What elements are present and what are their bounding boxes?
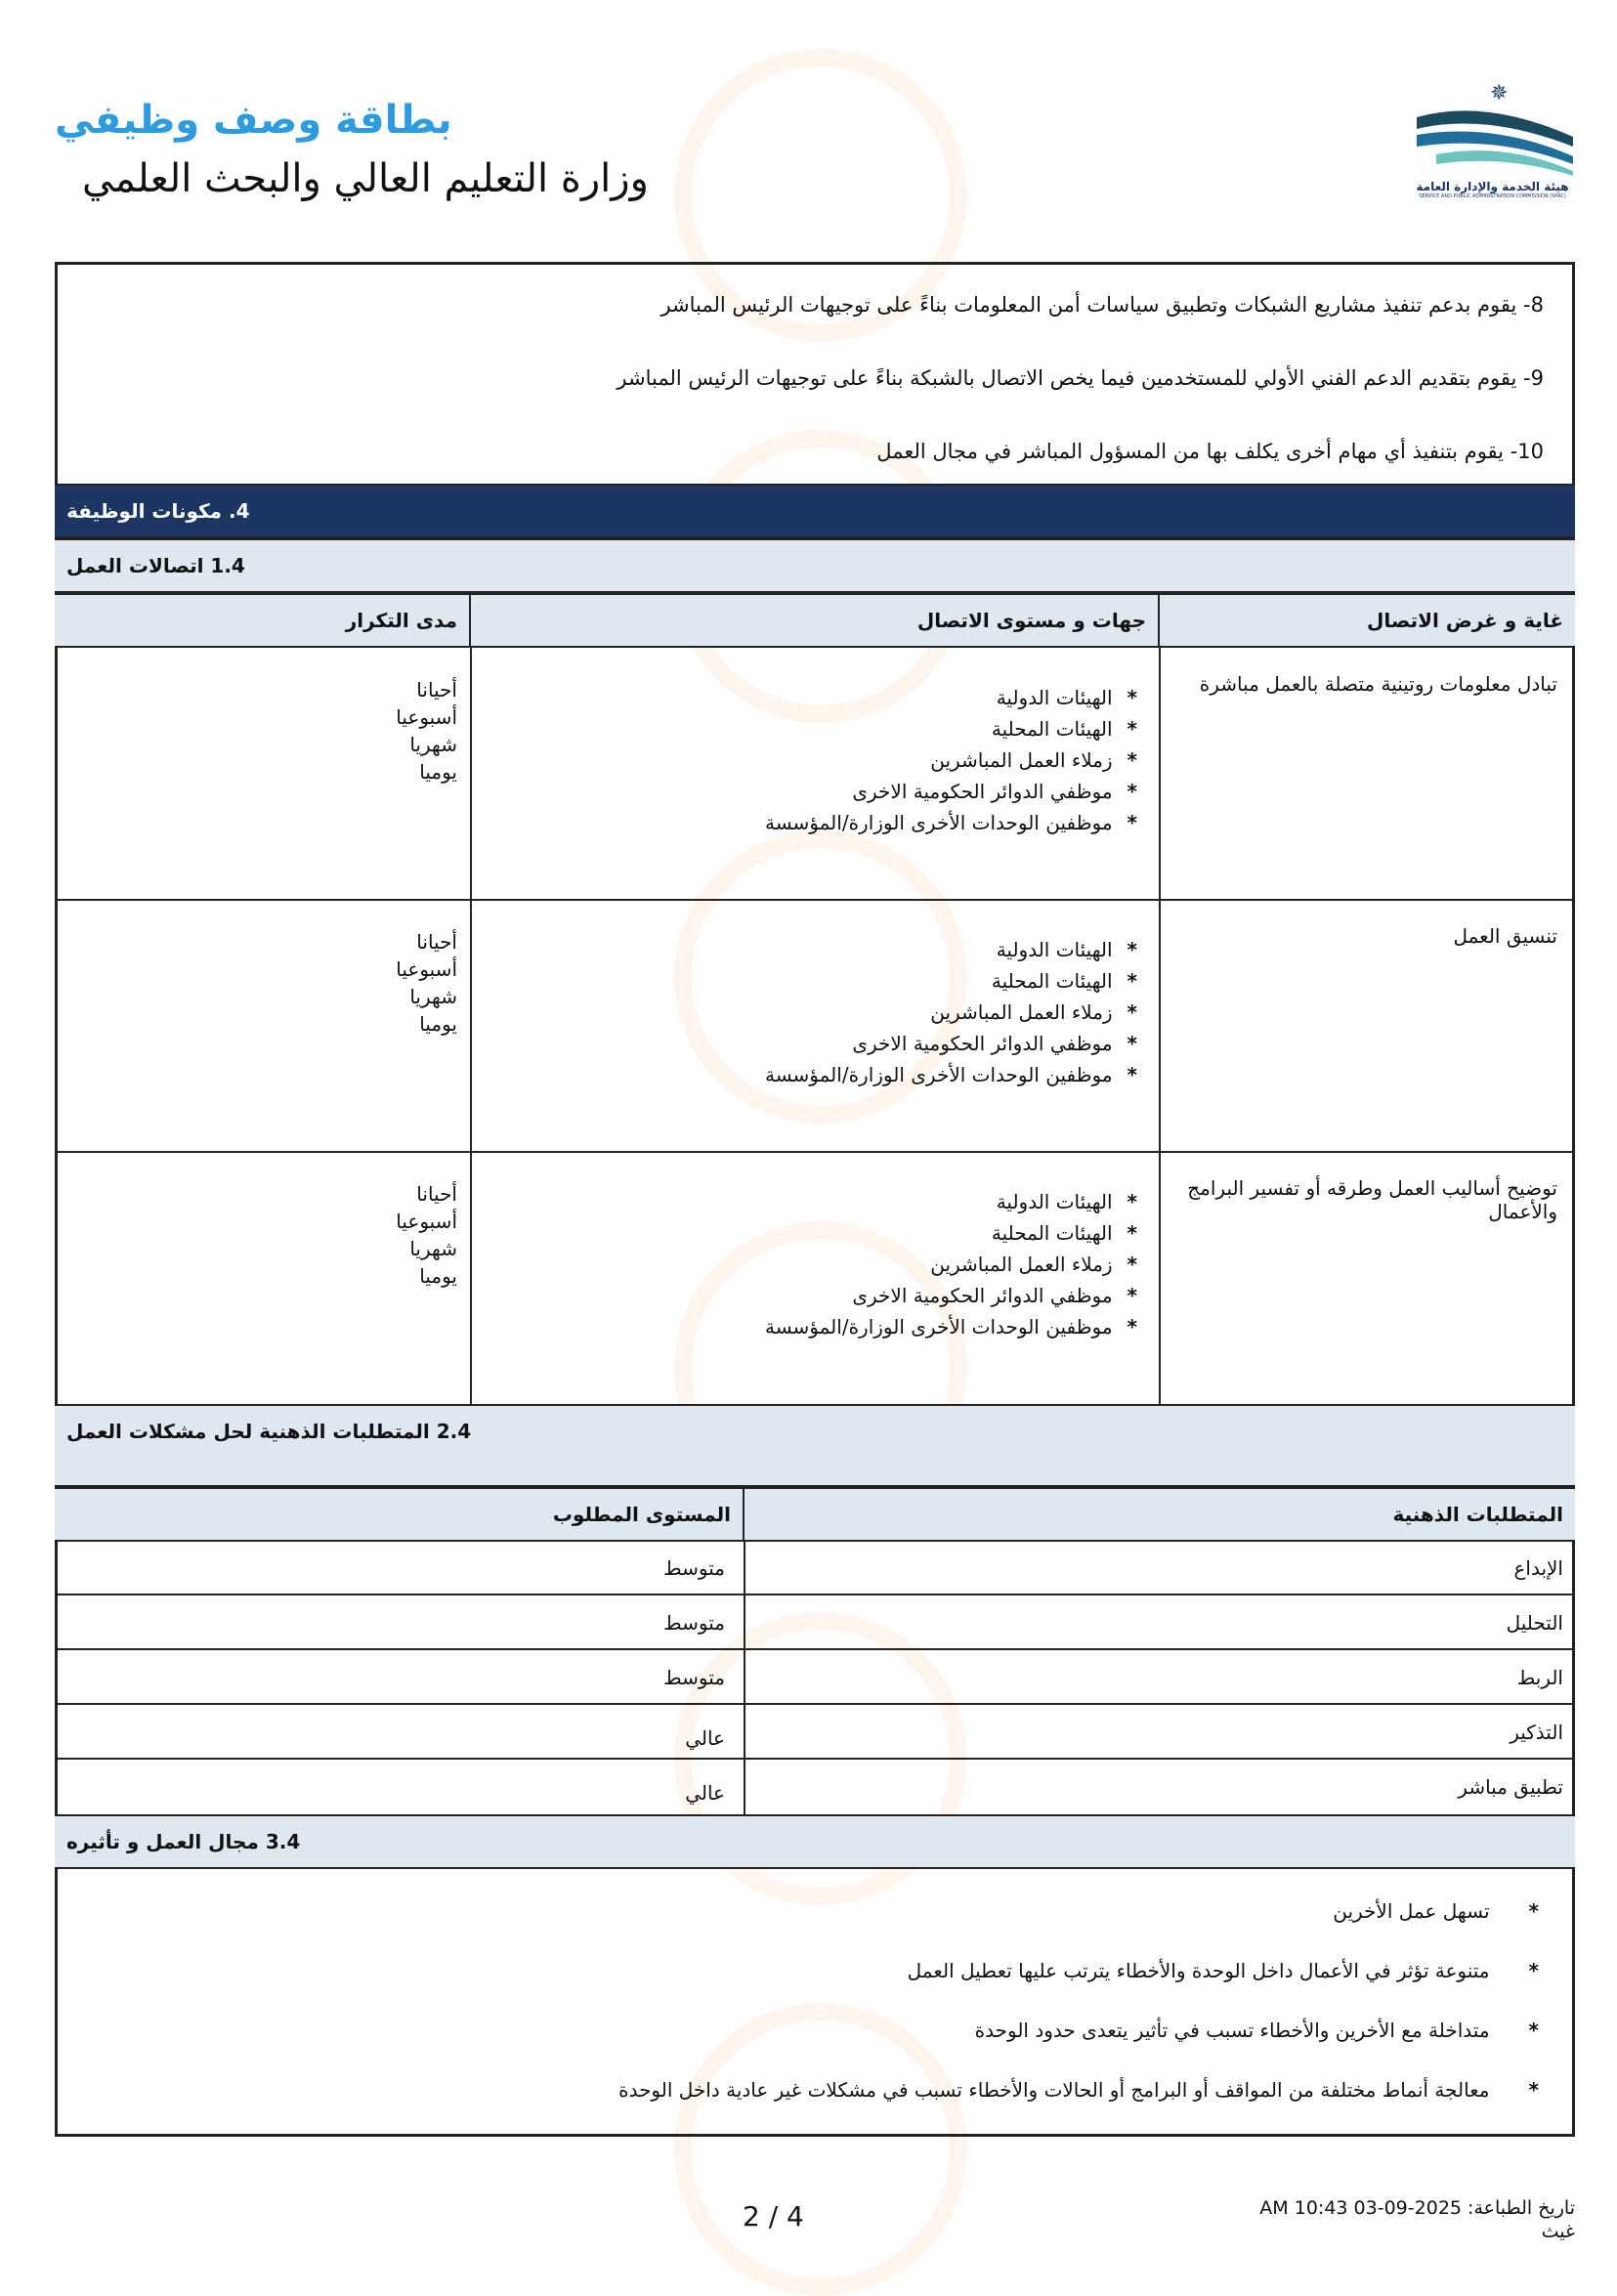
col-header-level: المستوى المطلوب (55, 1489, 745, 1540)
section-43-header (55, 1814, 1575, 1869)
col-header-requirement: المتطلبات الذهنية (1392, 1503, 1563, 1526)
svg-text:✵: ✵ (1490, 81, 1509, 106)
freq-item: يوميا (419, 1264, 457, 1288)
freq-item: أسبوعيا (396, 1210, 457, 1233)
list-item: * موظفين الوحدات الأخرى الوزارة/المؤسسة (485, 811, 1137, 834)
table-row (55, 1595, 1575, 1650)
contact-purpose: تبادل معلومات روتينية متصلة بالعمل مباشرة (1199, 672, 1557, 696)
section-41-header (55, 538, 1575, 593)
list-item: * الهيئات الدولية (485, 938, 1137, 961)
freq-item: شهريا (409, 733, 457, 756)
table-row (55, 1541, 1575, 1595)
list-item: * زملاء العمل المباشرين (485, 1253, 1137, 1276)
section-title: 3.4 مجال العمل و تأثيره (66, 1830, 301, 1853)
contact-frequency (55, 916, 469, 1049)
logo-text: هيئة الخدمة والإدارة العامة (1416, 180, 1569, 193)
section-title: 1.4 اتصالات العمل (66, 554, 245, 577)
document-title: بطاقة وصف وظيفي (55, 98, 452, 143)
requirement: التحليل (1506, 1611, 1563, 1635)
item-text: معالجة أنماط مختلفة من المواقف أو البرامج أو الحالات والأخطاء تسبب في مشكلات غير عادية داخل الوحدة (618, 2078, 1490, 2102)
list-item: *تسهل عمل الأخرين (1333, 1899, 1539, 1923)
freq-item: أحيانا (416, 1182, 457, 1206)
level: متوسط (663, 1666, 725, 1689)
col-header-purpose: غاية و غرض الاتصال (1367, 609, 1563, 632)
section-title: 4. مكونات الوظيفة (66, 499, 250, 523)
list-item: *متنوعة تؤثر في الأعمال داخل الوحدة والأخطاء يترتب عليها تعطيل العمل (907, 1959, 1539, 1982)
level: متوسط (663, 1611, 725, 1635)
list-item: * موظفي الدوائر الحكومية الاخرى (485, 780, 1137, 803)
contacts-table-header (55, 593, 1575, 648)
list-item: * موظفي الدوائر الحكومية الاخرى (485, 1284, 1137, 1307)
item-text: متنوعة تؤثر في الأعمال داخل الوحدة والأخطاء يترتب عليها تعطيل العمل (907, 1959, 1490, 1982)
section-42-header (55, 1404, 1575, 1487)
duty-item: 9- يقوم بتقديم الدعم الفني الأولي للمستخدمين فيما يخص الاتصال بالشبكة بناءً على توجيهات الرئيس المباشر (617, 366, 1544, 390)
divider (55, 899, 1575, 901)
list-item: * الهيئات الدولية (485, 1190, 1137, 1213)
contact-parties-list (473, 926, 1157, 1106)
list-item: * الهيئات المحلية (485, 1221, 1137, 1245)
freq-item: أسبوعيا (396, 705, 457, 729)
list-item: *متداخلة مع الأخرين والأخطاء تسبب في تأثير يتعدى حدود الوحدة (974, 2019, 1539, 2042)
divider (470, 647, 472, 1404)
requirement: التذكير (1510, 1721, 1563, 1744)
col-header-frequency: مدى التكرار (55, 595, 471, 646)
freq-item: أحيانا (416, 678, 457, 702)
list-item: * الهيئات المحلية (485, 717, 1137, 741)
divider (1159, 647, 1161, 1404)
list-item: * زملاء العمل المباشرين (485, 748, 1137, 772)
level: عالي (685, 1781, 725, 1805)
list-item: * الهيئات الدولية (485, 686, 1137, 709)
duty-item: 8- يقوم بدعم تنفيذ مشاريع الشبكات وتطبيق سياسات أمن المعلومات بناءً على توجيهات الرئيس المباشر (660, 293, 1544, 317)
freq-item: أحيانا (416, 930, 457, 954)
mental-table-header (55, 1487, 1575, 1542)
freq-item: شهريا (409, 985, 457, 1008)
section-4-header (55, 484, 1575, 538)
contact-frequency (55, 1169, 469, 1301)
col-header-parties: جهات و مستوى الاتصال (471, 595, 1160, 646)
list-item: * موظفين الوحدات الأخرى الوزارة/المؤسسة (485, 1063, 1137, 1086)
level: متوسط (663, 1556, 725, 1580)
print-date: تاريخ الطباعة: 2025-09-03 10:43 AM (1259, 2197, 1575, 2219)
duty-item: 10- يقوم بتنفيذ أي مهام أخرى يكلف بها من المسؤول المباشر في مجال العمل (876, 440, 1544, 463)
list-item: * موظفين الوحدات الأخرى الوزارة/المؤسسة (485, 1315, 1137, 1339)
contact-parties-list (473, 1178, 1157, 1358)
spac-logo (1407, 78, 1578, 199)
list-item: * الهيئات المحلية (485, 969, 1137, 993)
page-number: 2 / 4 (743, 2200, 804, 2232)
item-text: متداخلة مع الأخرين والأخطاء تسبب في تأثير يتعدى حدود الوحدة (974, 2019, 1490, 2042)
freq-item: شهريا (409, 1237, 457, 1260)
list-item: * زملاء العمل المباشرين (485, 1000, 1137, 1024)
section-title: 2.4 المتطلبات الذهنية لحل مشكلات العمل (66, 1420, 472, 1443)
table-row (55, 1705, 1575, 1760)
contact-purpose: تنسيق العمل (1453, 924, 1557, 948)
print-user: غيث (1541, 2221, 1575, 2242)
freq-item: يوميا (419, 1012, 457, 1036)
list-item: *معالجة أنماط مختلفة من المواقف أو البرامج أو الحالات والأخطاء تسبب في مشكلات غير عادية داخل الوحدة (618, 2078, 1539, 2102)
requirement: الإبداع (1513, 1556, 1563, 1580)
freq-item: يوميا (419, 760, 457, 784)
ministry-name: وزارة التعليم العالي والبحث العلمي (82, 156, 649, 201)
print-info (1259, 2196, 1575, 2243)
divider (55, 1151, 1575, 1153)
item-text: تسهل عمل الأخرين (1333, 1899, 1490, 1923)
contact-purpose: توضيح أساليب العمل وطرقه أو تفسير البرامج والأعمال (1187, 1176, 1557, 1223)
table-row (55, 1650, 1575, 1705)
list-item: * موظفي الدوائر الحكومية الاخرى (485, 1032, 1137, 1055)
requirement: الربط (1516, 1666, 1563, 1689)
requirement: تطبيق مباشر (1458, 1775, 1563, 1799)
table-row (55, 1760, 1575, 1814)
contact-frequency (55, 664, 469, 797)
level: عالي (685, 1726, 725, 1750)
freq-item: أسبوعيا (396, 957, 457, 981)
logo-subtext: SERVICE AND PUBLIC ADMINISTRATION COMMISSION (SPAC) (1419, 193, 1566, 199)
contact-parties-list (473, 674, 1157, 854)
